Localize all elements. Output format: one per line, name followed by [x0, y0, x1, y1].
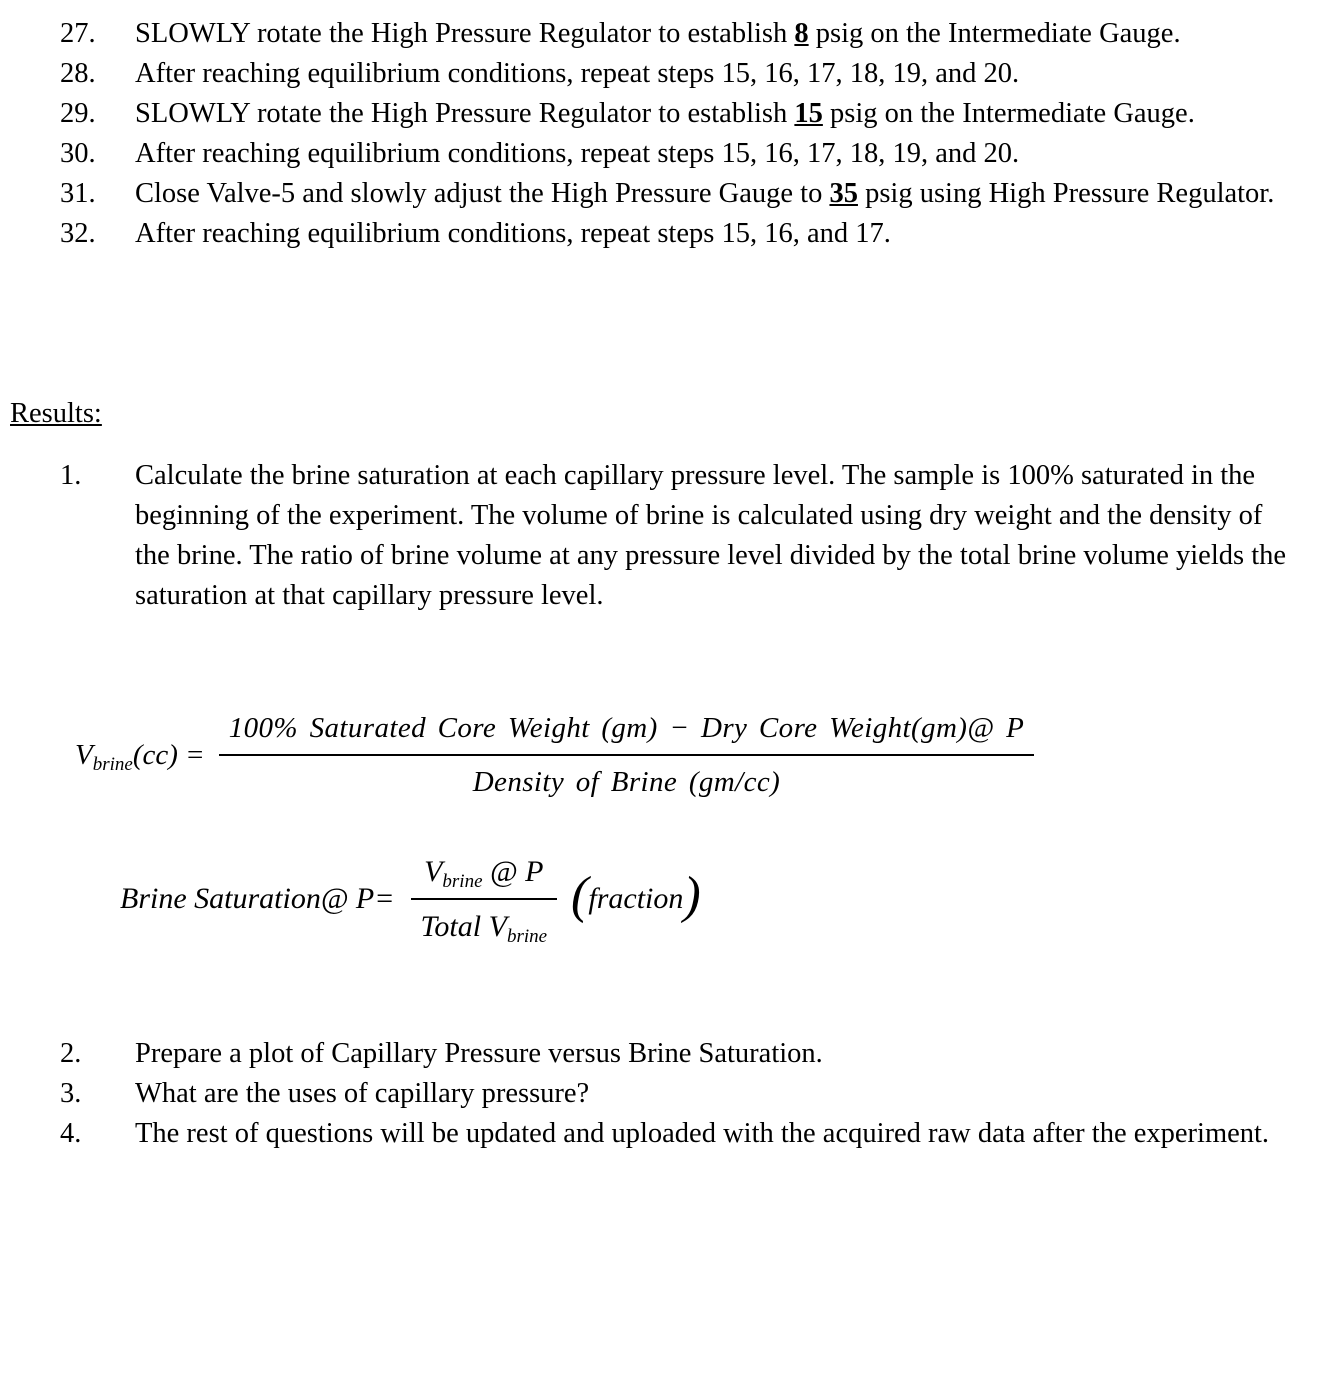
step-text-pre: Close Valve-5 and slowly adjust the High Pressure Gauge to — [135, 178, 830, 209]
formula-vbrine-subscript: brine — [92, 754, 133, 776]
procedure-step-32 — [10, 214, 1287, 254]
step-number: 30. — [60, 138, 96, 169]
step-text-post: psig on the Intermediate Gauge. — [822, 98, 1195, 129]
close-paren: ) — [683, 867, 701, 925]
step-number: 31. — [60, 178, 96, 209]
step-text — [135, 134, 1287, 174]
step-text — [135, 14, 1287, 54]
step-text-post: psig using High Pressure Regulator. — [857, 178, 1275, 209]
step-text-pre: After reaching equilibrium conditions, repeat steps 15, 16, and 17. — [135, 218, 891, 249]
formula-brine-saturation-fraction — [411, 851, 558, 948]
procedure-steps-section — [10, 14, 1287, 254]
result-number: 3. — [60, 1077, 82, 1109]
results-items-2-4 — [10, 1034, 1287, 1154]
procedure-step-30 — [10, 134, 1287, 174]
step-number: 32. — [60, 218, 96, 249]
step-text — [135, 94, 1287, 134]
formula-vbrine-variable: V — [75, 739, 93, 772]
formula-brine-saturation-lhs: Brine Saturation@ P= — [120, 882, 395, 916]
step-text-pre: After reaching equilibrium conditions, repeat steps 15, 16, 17, 18, 19, and 20. — [135, 138, 1020, 169]
formula-brine-saturation — [120, 851, 1287, 948]
formula-brine-saturation-numerator — [411, 851, 558, 901]
result-number: 2. — [60, 1037, 82, 1069]
tail-label: fraction — [588, 882, 684, 916]
formula-vbrine-numerator: 100% Saturated Core Weight (gm) − Dry Core Weight(gm)@ P — [219, 708, 1034, 756]
step-emphasis-value: 8 — [794, 18, 809, 49]
procedure-step-27 — [10, 14, 1287, 54]
formula-vbrine — [75, 708, 1287, 803]
open-paren: ( — [571, 867, 589, 925]
formula-vbrine-lhs — [75, 737, 205, 776]
formula-vbrine-args: (cc) = — [132, 739, 205, 772]
result-text: Prepare a plot of Capillary Pressure versus Brine Saturation. — [135, 1037, 823, 1069]
results-item-1 — [10, 456, 1287, 616]
step-text — [135, 214, 1287, 254]
step-text-pre: After reaching equilibrium conditions, repeat steps 15, 16, 17, 18, 19, and 20. — [135, 58, 1020, 89]
step-text — [135, 174, 1287, 214]
denominator-text: Total V — [420, 910, 507, 943]
result-text: The rest of questions will be updated and uploaded with the acquired raw data after the experiment. — [135, 1117, 1270, 1149]
step-number: 29. — [60, 98, 96, 129]
results-section — [10, 456, 1287, 1154]
denominator-subscript: brine — [506, 926, 548, 947]
procedure-step-29 — [10, 94, 1287, 134]
results-item-2 — [10, 1034, 1287, 1074]
step-number: 28. — [60, 58, 96, 89]
step-text-pre: SLOWLY rotate the High Pressure Regulator to establish — [135, 18, 795, 49]
numerator-subscript: brine — [442, 870, 483, 892]
formula-brine-saturation-denominator — [411, 900, 558, 948]
numerator-rest: @ P — [482, 854, 544, 888]
result-number: 1. — [60, 460, 82, 491]
formula-brine-saturation-tail — [571, 867, 701, 925]
step-text-pre: SLOWLY rotate the High Pressure Regulator to establish — [135, 98, 795, 129]
result-text: Calculate the brine saturation at each capillary pressure level. The sample is 100% saturated in the beginning of the experiment. The volume of brine is calculated using dry weight and the density of the brine. The ratio of brine volume at any pressure level divided by the total brine volume yields the saturation at that capillary pressure level. — [135, 460, 1287, 611]
step-emphasis-value: 35 — [829, 178, 858, 209]
step-text-post: psig on the Intermediate Gauge. — [808, 18, 1181, 49]
result-number: 4. — [60, 1117, 82, 1149]
results-item-3 — [10, 1074, 1287, 1114]
result-text: What are the uses of capillary pressure? — [135, 1077, 590, 1109]
formula-vbrine-denominator: Density of Brine (gm/cc) — [472, 766, 781, 799]
step-number: 27. — [60, 18, 96, 49]
numerator-variable: V — [424, 854, 443, 888]
formula-vbrine-fraction — [219, 708, 1034, 803]
procedure-step-31 — [10, 174, 1287, 214]
step-text — [135, 54, 1287, 94]
procedure-step-28 — [10, 54, 1287, 94]
step-emphasis-value: 15 — [794, 98, 823, 129]
results-item-4 — [10, 1114, 1287, 1154]
results-heading: Results: — [10, 398, 102, 429]
